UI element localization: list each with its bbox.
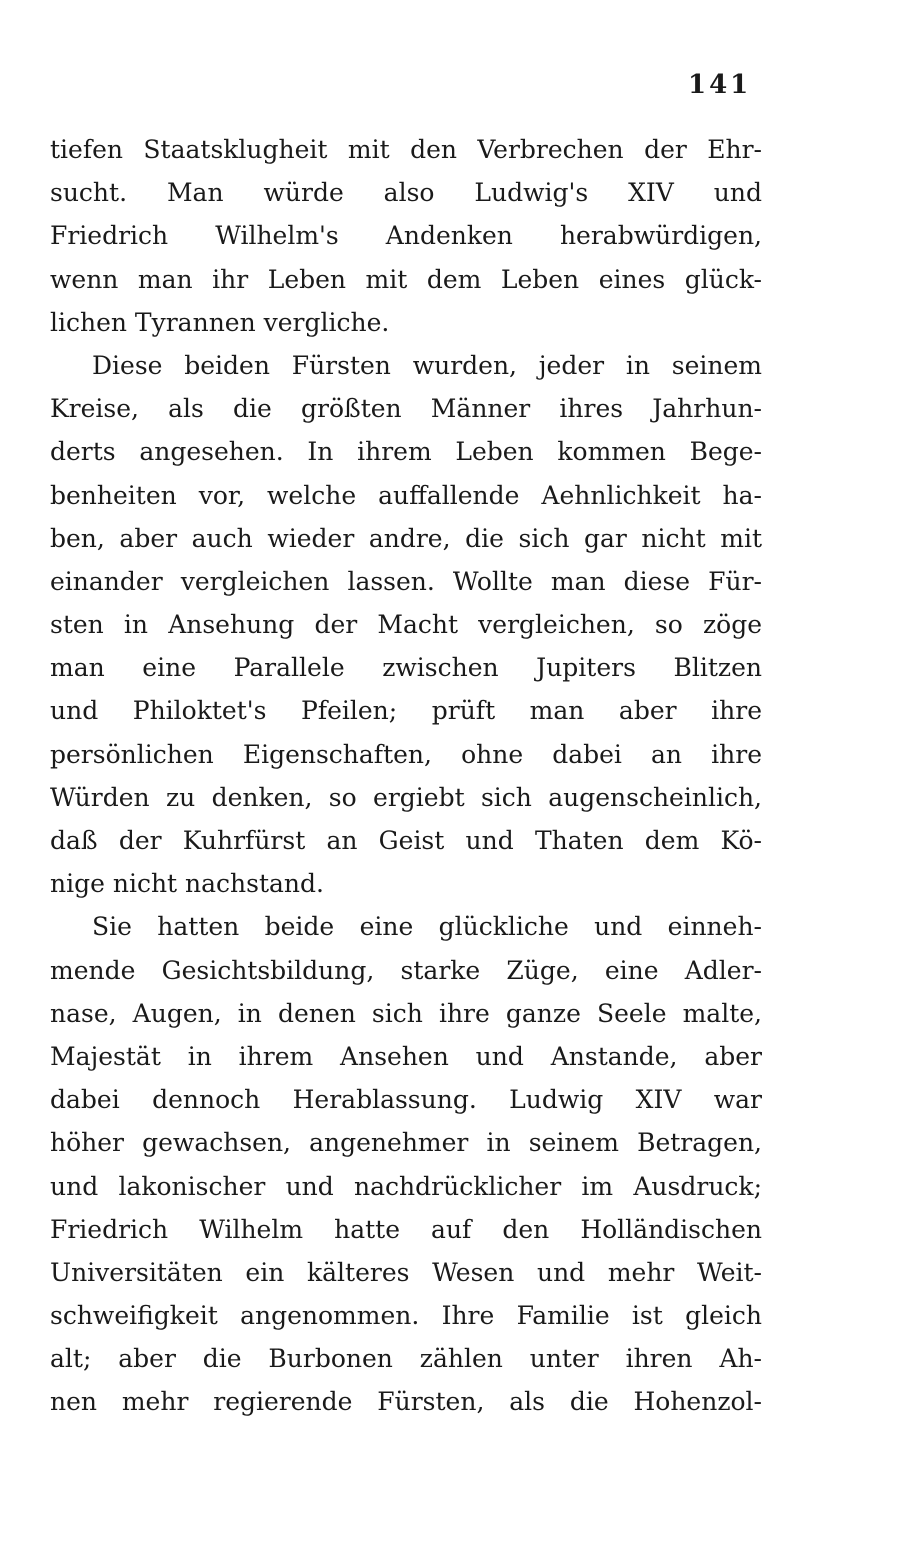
text-line: Friedrich Wilhelm hatte auf den Holländischen bbox=[50, 1214, 762, 1244]
text-line: daß der Kuhrfürst an Geist und Thaten dem Kö- bbox=[50, 826, 762, 855]
text-line: Diese beiden Fürsten wurden, jeder in seinem bbox=[92, 350, 762, 380]
text-line: Majestät in ihrem Ansehen und Anstande, aber bbox=[50, 1041, 762, 1071]
text-line: und lakonischer und nachdrücklicher im Ausdruck; bbox=[50, 1171, 762, 1201]
text-line: Friedrich Wilhelm's Andenken herabwürdigen, bbox=[50, 221, 762, 251]
text-line: mende Gesichtsbildung, starke Züge, eine Adler- bbox=[50, 955, 762, 985]
paragraph-3 bbox=[50, 905, 762, 1423]
body-text bbox=[50, 128, 762, 1424]
text-line: ben, aber auch wieder andre, die sich gar nicht mit bbox=[50, 523, 762, 553]
paragraph-1 bbox=[50, 128, 762, 344]
text-line: wenn man ihr Leben mit dem Leben eines glück- bbox=[50, 264, 762, 294]
text-line: Sie hatten beide eine glückliche und einneh- bbox=[92, 912, 762, 942]
text-line: schweifigkeit angenommen. Ihre Familie ist gleich bbox=[50, 1301, 762, 1331]
text-line: tiefen Staatsklugheit mit den Verbrechen der Ehr- bbox=[50, 135, 762, 164]
page-number: 141 bbox=[688, 70, 752, 100]
text-line: Universitäten ein kälteres Wesen und mehr Weit- bbox=[50, 1257, 762, 1287]
text-line: lichen Tyrannen vergliche. bbox=[50, 307, 390, 337]
text-line: nige nicht nachstand. bbox=[50, 869, 324, 899]
text-line: nen mehr regierende Fürsten, als die Hohenzol- bbox=[50, 1387, 762, 1417]
text-line: Kreise, als die größten Männer ihres Jahrhun- bbox=[50, 394, 762, 424]
text-line: einander vergleichen lassen. Wollte man diese Für- bbox=[50, 566, 762, 596]
text-line: benheiten vor, welche auffallende Aehnlichkeit ha- bbox=[50, 480, 762, 510]
text-line: derts angesehen. In ihrem Leben kommen Bege- bbox=[50, 437, 762, 467]
text-line: nase, Augen, in denen sich ihre ganze Seele malte, bbox=[50, 998, 762, 1028]
text-line: persönlichen Eigenschaften, ohne dabei an ihre bbox=[50, 739, 762, 769]
text-line: sten in Ansehung der Macht vergleichen, so zöge bbox=[50, 610, 762, 640]
text-line: sucht. Man würde also Ludwig's XIV und bbox=[50, 178, 762, 208]
text-line: Würden zu denken, so ergiebt sich augenscheinlich, bbox=[50, 782, 762, 812]
text-line: und Philoktet's Pfeilen; prüft man aber ihre bbox=[50, 696, 762, 726]
text-line: alt; aber die Burbonen zählen unter ihren Ah- bbox=[50, 1344, 762, 1374]
text-line: dabei dennoch Herablassung. Ludwig XIV war bbox=[50, 1085, 762, 1115]
paragraph-2 bbox=[50, 344, 762, 905]
text-line: man eine Parallele zwischen Jupiters Blitzen bbox=[50, 653, 762, 683]
text-line: höher gewachsen, angenehmer in seinem Betragen, bbox=[50, 1128, 762, 1158]
